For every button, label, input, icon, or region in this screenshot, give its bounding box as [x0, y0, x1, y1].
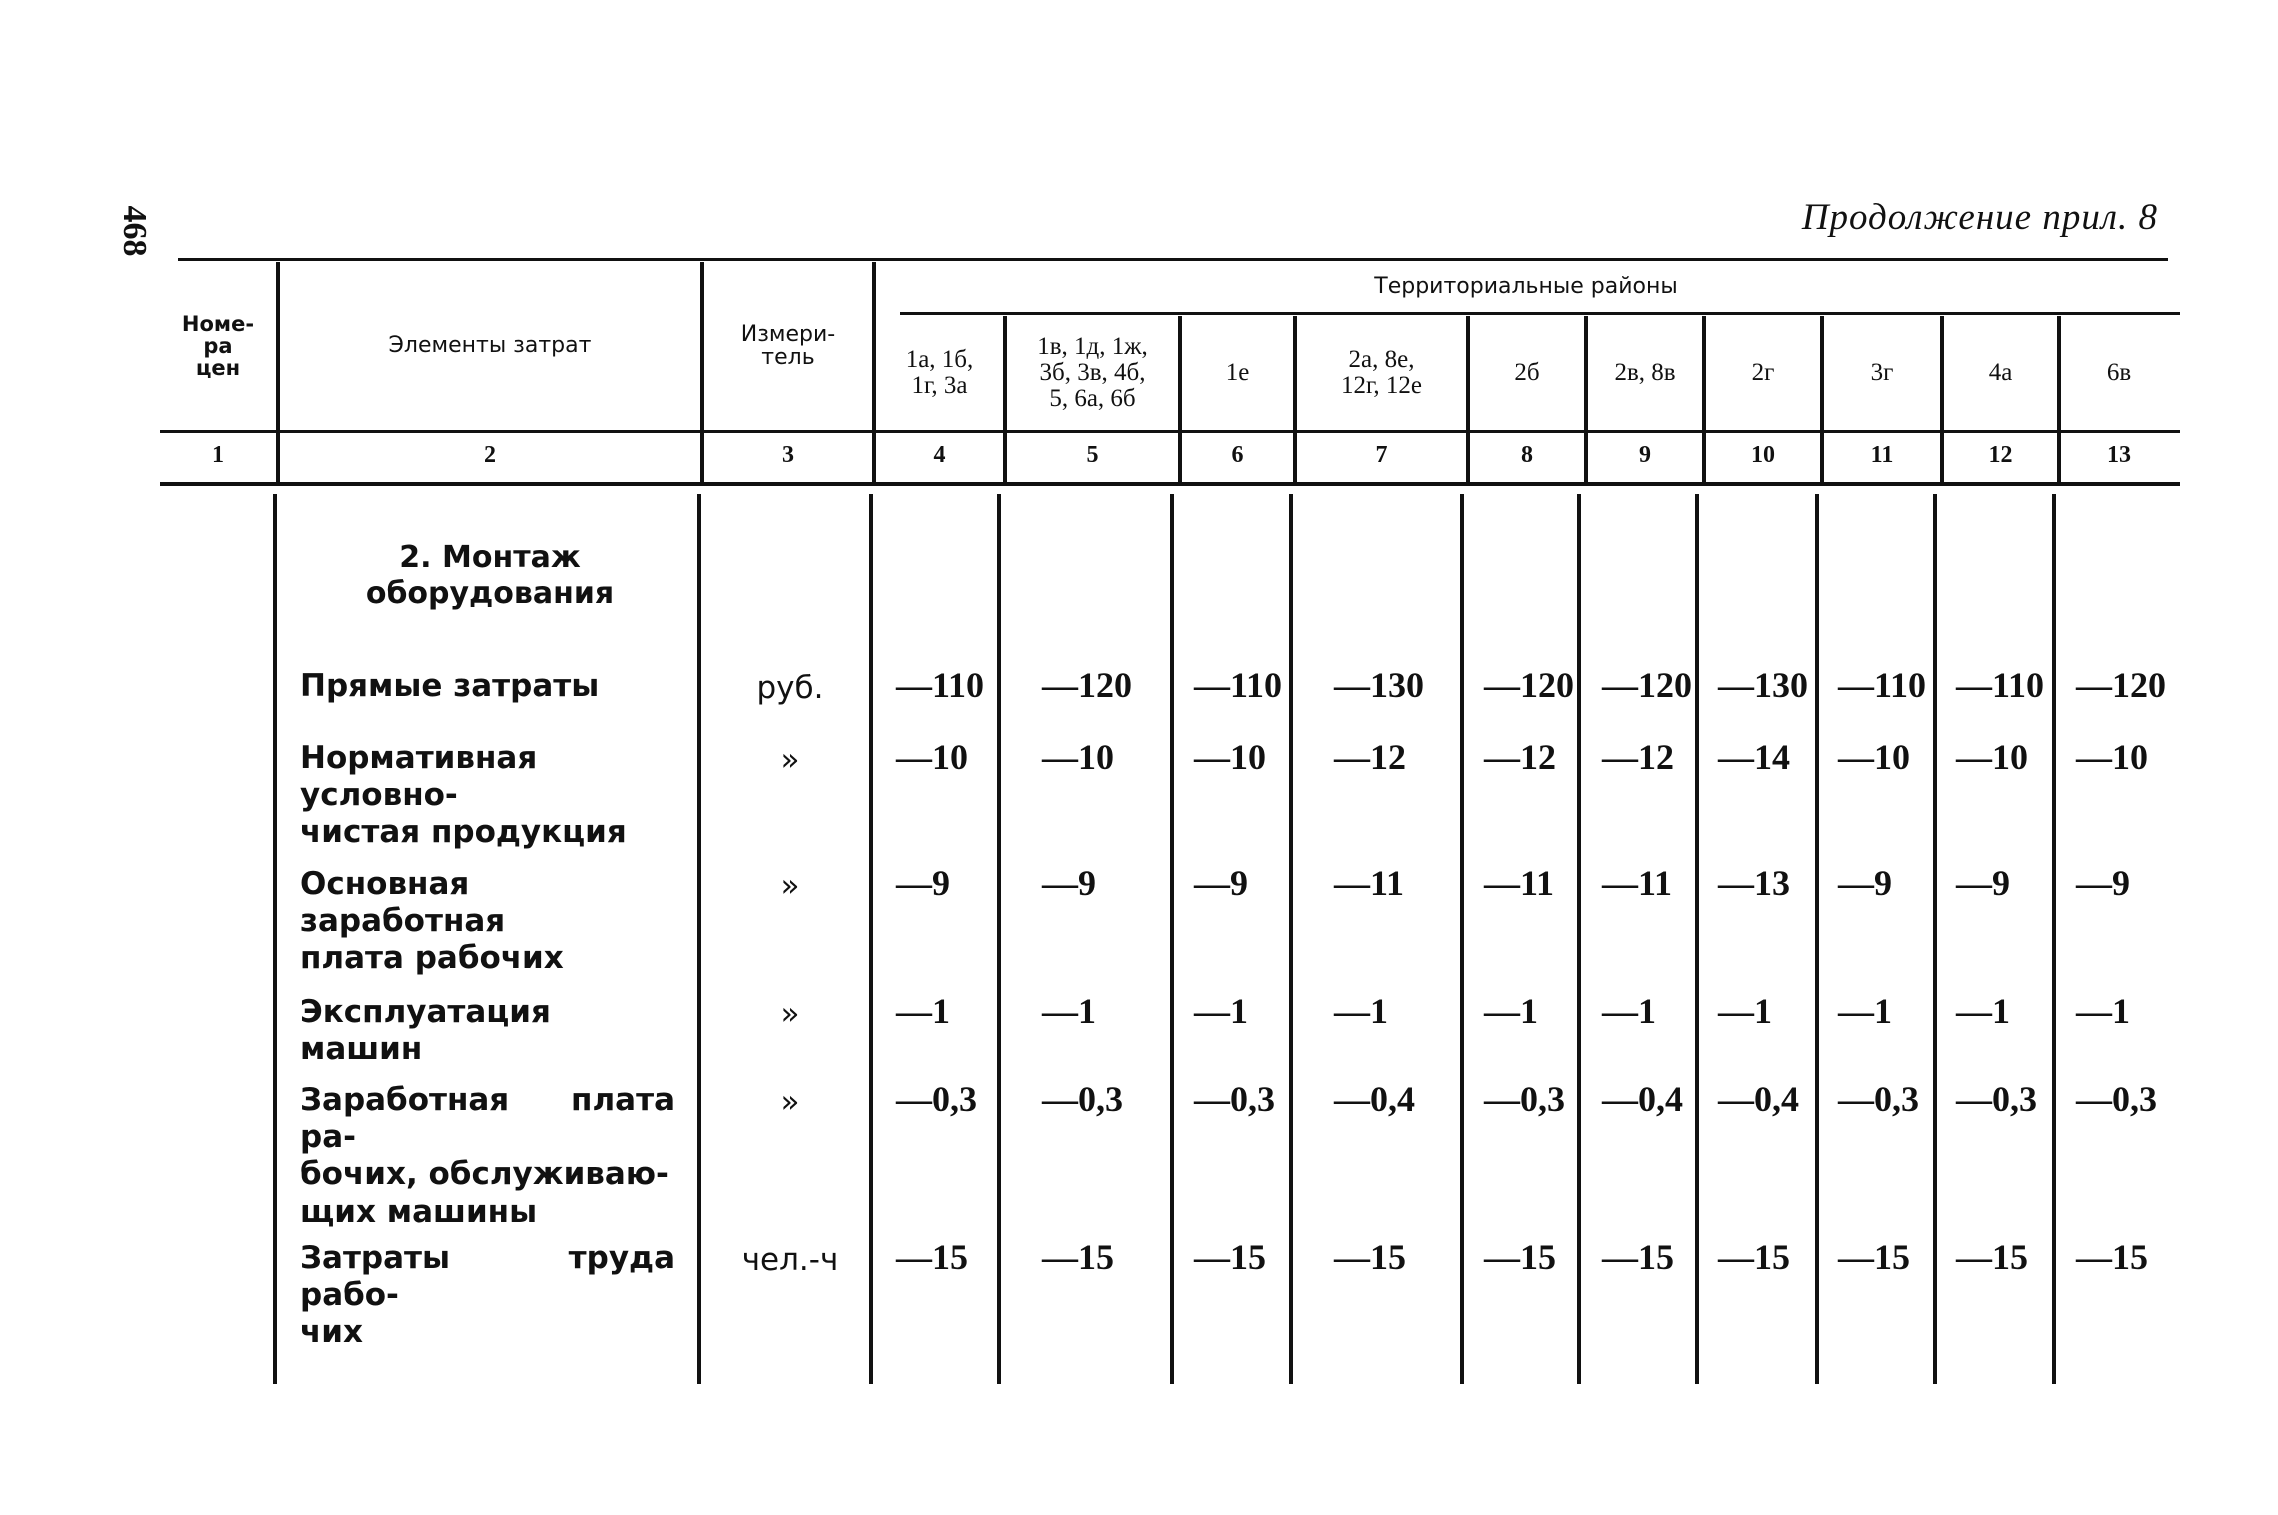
cell-value: —15 — [2076, 1237, 2148, 1277]
cell-value: —10 — [1194, 737, 1266, 777]
cell-value: —15 — [1602, 1237, 1674, 1277]
body-divider — [273, 494, 277, 1384]
header-bottom-rule — [160, 430, 2180, 433]
cell-value: —0,4 — [1602, 1079, 1683, 1119]
row-label: Прямые затраты — [300, 668, 600, 704]
cell-value: —120 — [1602, 665, 1692, 705]
cell-value: —1 — [1194, 991, 1248, 1031]
continuation-title: Продолжение прил. 8 — [1801, 197, 2158, 238]
column-number: 6 — [1231, 442, 1244, 468]
header-district: 2в, 8в — [1614, 358, 1676, 386]
cell-value: —130 — [1334, 665, 1424, 705]
column-number: 10 — [1751, 442, 1775, 468]
row-label: Затраты труда рабо- чих — [300, 1240, 675, 1351]
cell-value: —0,3 — [1194, 1079, 1275, 1119]
body-divider — [1577, 494, 1581, 1384]
cell-value: —15 — [1484, 1237, 1556, 1277]
cell-value: —9 — [896, 863, 950, 903]
cell-value: —1 — [2076, 991, 2130, 1031]
header-col-elements: Элементы затрат — [388, 333, 592, 359]
cell-value: —0,3 — [1838, 1079, 1919, 1119]
cell-value: —15 — [1194, 1237, 1266, 1277]
cell-value: —15 — [1042, 1237, 1114, 1277]
row-label: Нормативная условно- чистая продукция — [300, 740, 627, 851]
number-row-bottom-rule — [160, 482, 2180, 486]
page-number: 468 — [116, 205, 153, 257]
row-unit: » — [780, 996, 800, 1032]
column-number: 13 — [2107, 442, 2131, 468]
cell-value: —1 — [1484, 991, 1538, 1031]
cell-value: —0,3 — [1956, 1079, 2037, 1119]
column-number: 11 — [1870, 442, 1894, 468]
cell-value: —120 — [2076, 665, 2166, 705]
header-district: 4а — [1988, 358, 2013, 386]
header-district: 2а, 8е, 12г, 12е — [1340, 345, 1423, 399]
cell-value: —110 — [1838, 665, 1927, 705]
cell-value: —0,3 — [1042, 1079, 1123, 1119]
cell-value: —10 — [1042, 737, 1114, 777]
header-district: 2б — [1514, 358, 1540, 386]
body-divider — [1815, 494, 1819, 1384]
cell-value: —110 — [1194, 665, 1283, 705]
cell-value: —0,4 — [1334, 1079, 1415, 1119]
row-unit: чел.-ч — [741, 1242, 839, 1278]
cell-value: —120 — [1484, 665, 1574, 705]
row-unit: » — [780, 1084, 800, 1120]
header-district: 2г — [1751, 358, 1775, 386]
cell-value: —0,3 — [896, 1079, 977, 1119]
cell-value: —10 — [896, 737, 968, 777]
header-district: 1в, 1д, 1ж, 3б, 3в, 4б, 5, 6а, 6б — [1037, 332, 1148, 413]
cell-value: —0,3 — [2076, 1079, 2157, 1119]
row-label: Заработная плата ра- бочих, обслуживаю- щих машины — [300, 1082, 675, 1230]
cell-value: —9 — [1956, 863, 2010, 903]
header-col-number: Номе- ра цен — [181, 311, 255, 381]
body-divider — [1695, 494, 1699, 1384]
row-unit: » — [780, 742, 800, 778]
row-unit: » — [780, 868, 800, 904]
cell-value: —10 — [1956, 737, 2028, 777]
header-district: 6в — [2106, 358, 2132, 386]
cell-value: —10 — [1838, 737, 1910, 777]
body-divider — [1460, 494, 1464, 1384]
cell-value: —1 — [896, 991, 950, 1031]
cell-value: —1 — [1718, 991, 1772, 1031]
cell-value: —12 — [1484, 737, 1556, 777]
cell-value: —1 — [1334, 991, 1388, 1031]
cell-value: —14 — [1718, 737, 1790, 777]
row-label: Эксплуатация машин — [300, 994, 551, 1068]
cell-value: —0,4 — [1718, 1079, 1799, 1119]
column-number: 12 — [1988, 442, 2013, 468]
cell-value: —15 — [896, 1237, 968, 1277]
row-label: Основная заработная плата рабочих — [300, 866, 564, 977]
cell-value: —11 — [1602, 863, 1673, 903]
cell-value: —12 — [1602, 737, 1674, 777]
header-district: 1а, 1б, 1г, 3а — [905, 345, 974, 399]
cell-value: —1 — [1838, 991, 1892, 1031]
body-divider — [1170, 494, 1174, 1384]
cell-value: —110 — [896, 665, 985, 705]
body-divider — [1289, 494, 1293, 1384]
cell-value: —9 — [1838, 863, 1892, 903]
cell-value: —11 — [1334, 863, 1405, 903]
body-divider — [2052, 494, 2056, 1384]
header-district: 1е — [1225, 358, 1250, 386]
cell-value: —120 — [1042, 665, 1132, 705]
cell-value: —9 — [1042, 863, 1096, 903]
header-col-unit: Измери- тель — [740, 321, 836, 370]
column-number: 2 — [484, 442, 496, 468]
column-number: 8 — [1521, 442, 1533, 468]
cell-value: —0,3 — [1484, 1079, 1565, 1119]
cell-value: —11 — [1484, 863, 1555, 903]
column-number: 3 — [782, 442, 794, 468]
cell-value: —9 — [2076, 863, 2130, 903]
cell-value: —110 — [1956, 665, 2045, 705]
column-number: 5 — [1086, 442, 1099, 468]
cell-value: —15 — [1956, 1237, 2028, 1277]
body-divider — [1933, 494, 1937, 1384]
cell-value: —10 — [2076, 737, 2148, 777]
column-number: 1 — [212, 442, 224, 468]
column-number: 9 — [1639, 442, 1651, 468]
header-group-districts: Территориальные районы — [1374, 274, 1678, 300]
body-divider — [697, 494, 701, 1384]
column-number: 7 — [1375, 442, 1388, 468]
cell-value: —1 — [1956, 991, 2010, 1031]
cell-value: —15 — [1334, 1237, 1406, 1277]
group-header-rule — [900, 312, 2180, 315]
cell-value: —9 — [1194, 863, 1248, 903]
cell-value: —1 — [1042, 991, 1096, 1031]
cell-value: —15 — [1718, 1237, 1790, 1277]
row-unit: руб. — [756, 670, 824, 706]
cell-value: —12 — [1334, 737, 1406, 777]
table-top-rule — [178, 258, 2168, 261]
column-number: 4 — [933, 442, 946, 468]
cell-value: —15 — [1838, 1237, 1910, 1277]
cell-value: —130 — [1718, 665, 1808, 705]
cell-value: —1 — [1602, 991, 1656, 1031]
header-district: 3г — [1870, 358, 1894, 386]
cell-value: —13 — [1718, 863, 1790, 903]
body-divider — [997, 494, 1001, 1384]
section-title: 2. Монтаж оборудования — [365, 540, 615, 611]
